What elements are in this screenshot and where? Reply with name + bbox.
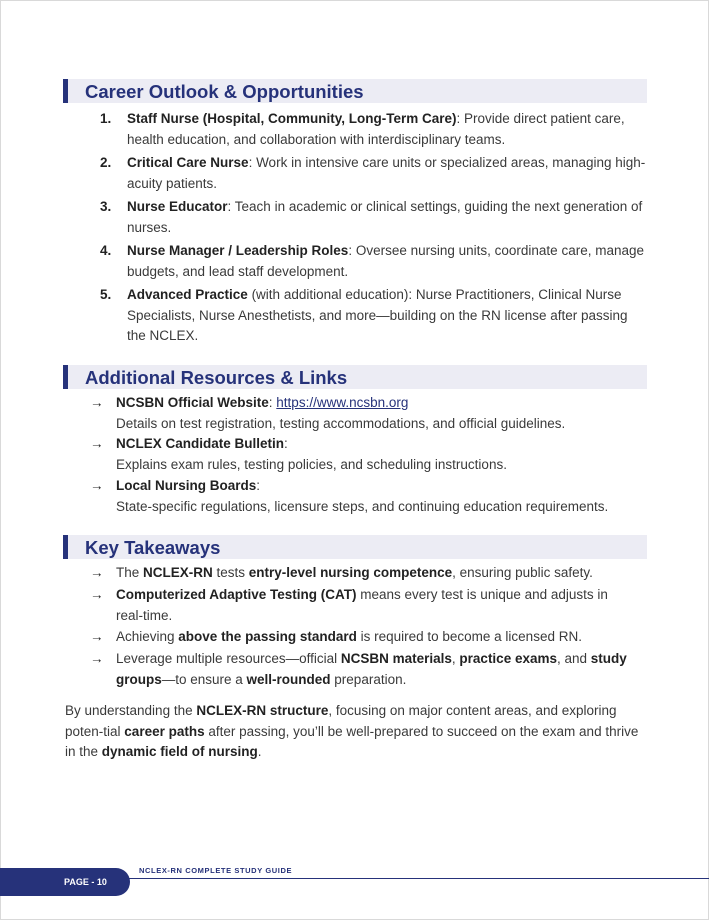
item-desc: Explains exam rules, testing policies, and scheduling instructions. bbox=[116, 456, 507, 472]
item-text: , ensuring public safety. bbox=[452, 565, 593, 580]
item-bold: above the passing standard bbox=[178, 629, 357, 644]
item-bold: Critical Care Nurse bbox=[127, 155, 249, 170]
ncsbn-link[interactable]: https://www.ncsbn.org bbox=[276, 395, 409, 410]
closing-paragraph bbox=[65, 701, 650, 763]
career-item-2 bbox=[100, 153, 648, 194]
section-accent-bar bbox=[63, 535, 68, 559]
career-item-3 bbox=[100, 197, 648, 238]
takeaway-item-1 bbox=[90, 563, 650, 584]
takeaway-item-4 bbox=[90, 649, 650, 690]
item-text: (with additional education): Nurse Practitioners, Clinical Nurse Specialists, Nurse Anesthetists, and more—building on the RN license after passing the NCLEX. bbox=[127, 287, 628, 343]
footer-guide-title: NCLEX-RN COMPLETE STUDY GUIDE bbox=[139, 866, 293, 875]
item-desc: Details on test registration, testing accommodations, and official guidelines. bbox=[116, 415, 566, 431]
arrow-right-icon: → bbox=[90, 436, 104, 451]
closing-bold: NCLEX-RN structure bbox=[196, 703, 329, 718]
page-number-badge bbox=[0, 868, 130, 896]
closing-text: . bbox=[257, 744, 262, 759]
resource-item-2 bbox=[90, 434, 650, 475]
resource-item-3 bbox=[90, 476, 650, 517]
item-number: 1. bbox=[100, 111, 112, 126]
item-bold: Local Nursing Boards bbox=[116, 478, 257, 493]
item-text: : Work in intensive care units or specialized areas, managing high-acuity patients. bbox=[127, 155, 646, 191]
career-item-1 bbox=[100, 109, 648, 150]
item-text: is required to become a licensed RN. bbox=[356, 629, 582, 644]
takeaway-item-3 bbox=[90, 627, 650, 648]
arrow-right-icon: → bbox=[90, 651, 104, 666]
item-bold: NCSBN Official Website bbox=[116, 395, 269, 410]
item-number: 5. bbox=[100, 287, 112, 302]
item-number: 4. bbox=[100, 243, 112, 258]
section-header-career bbox=[63, 79, 647, 103]
arrow-right-icon: → bbox=[90, 565, 104, 580]
arrow-right-icon: → bbox=[90, 629, 104, 644]
section-header-takeaways bbox=[63, 535, 647, 559]
item-text: Leverage multiple resources—official bbox=[116, 651, 341, 666]
section-title-career: Career Outlook & Opportunities bbox=[85, 81, 364, 102]
item-text: Achieving bbox=[116, 629, 179, 644]
career-item-4 bbox=[100, 241, 648, 282]
item-bold: Nurse Manager / Leadership Roles bbox=[127, 243, 349, 258]
item-text: , bbox=[451, 651, 460, 666]
item-sep: : bbox=[256, 478, 261, 493]
item-text: : Provide direct patient care, health education, and collaboration with interdisciplinary teams. bbox=[127, 111, 625, 147]
item-bold: NCLEX-RN bbox=[143, 565, 213, 580]
resource-item-1 bbox=[90, 393, 650, 434]
arrow-right-icon: → bbox=[90, 395, 104, 410]
item-text: : Teach in academic or clinical settings, guiding the next generation of nurses. bbox=[127, 199, 643, 235]
item-text: means every test is unique and adjusts in real-time. bbox=[116, 587, 608, 623]
arrow-right-icon: → bbox=[90, 587, 104, 602]
section-accent-bar bbox=[63, 79, 68, 103]
item-text: : Oversee nursing units, coordinate care, manage budgets, and lead staff development. bbox=[127, 243, 644, 279]
section-accent-bar bbox=[63, 365, 68, 389]
closing-text: By understanding the bbox=[65, 703, 197, 718]
footer-rule bbox=[127, 878, 709, 879]
item-bold: Nurse Educator bbox=[127, 199, 228, 214]
item-bold: practice exams bbox=[459, 651, 557, 666]
section-title-resources: Additional Resources & Links bbox=[85, 367, 348, 388]
item-bold: NCLEX Candidate Bulletin bbox=[116, 436, 285, 451]
item-bold: entry-level nursing competence bbox=[248, 565, 453, 580]
item-number: 2. bbox=[100, 155, 112, 170]
item-bold: well-rounded bbox=[246, 671, 331, 687]
item-text: preparation. bbox=[330, 671, 407, 687]
item-text: tests bbox=[212, 565, 249, 580]
takeaway-item-2 bbox=[90, 585, 630, 626]
arrow-right-icon: → bbox=[90, 478, 104, 493]
career-item-5 bbox=[100, 285, 648, 347]
section-title-takeaways: Key Takeaways bbox=[85, 537, 221, 558]
section-header-resources bbox=[63, 365, 647, 389]
closing-bold: career paths bbox=[124, 723, 205, 739]
item-sep: : bbox=[284, 436, 288, 451]
item-bold: study groups bbox=[116, 651, 627, 687]
closing-bold: dynamic field of nursing bbox=[101, 744, 258, 759]
closing-text: , focusing on major content areas, and exploring poten-tial bbox=[65, 703, 617, 739]
item-text: —to ensure a bbox=[161, 671, 247, 687]
item-bold: Staff Nurse (Hospital, Community, Long-Term Care) bbox=[127, 111, 457, 126]
item-text: , and bbox=[557, 651, 591, 666]
item-desc: State-specific regulations, licensure steps, and continuing education requirements. bbox=[116, 498, 609, 514]
item-bold: NCSBN materials bbox=[340, 651, 452, 666]
item-text: The bbox=[116, 565, 144, 580]
item-number: 3. bbox=[100, 199, 112, 214]
item-sep: : bbox=[268, 395, 277, 410]
closing-text: after passing, you’ll be well-prepared to succeed on the exam and thrive in the bbox=[65, 723, 639, 759]
item-bold: Advanced Practice bbox=[127, 287, 248, 302]
item-bold: Computerized Adaptive Testing (CAT) bbox=[116, 587, 357, 602]
page-number: PAGE - 10 bbox=[64, 877, 107, 887]
